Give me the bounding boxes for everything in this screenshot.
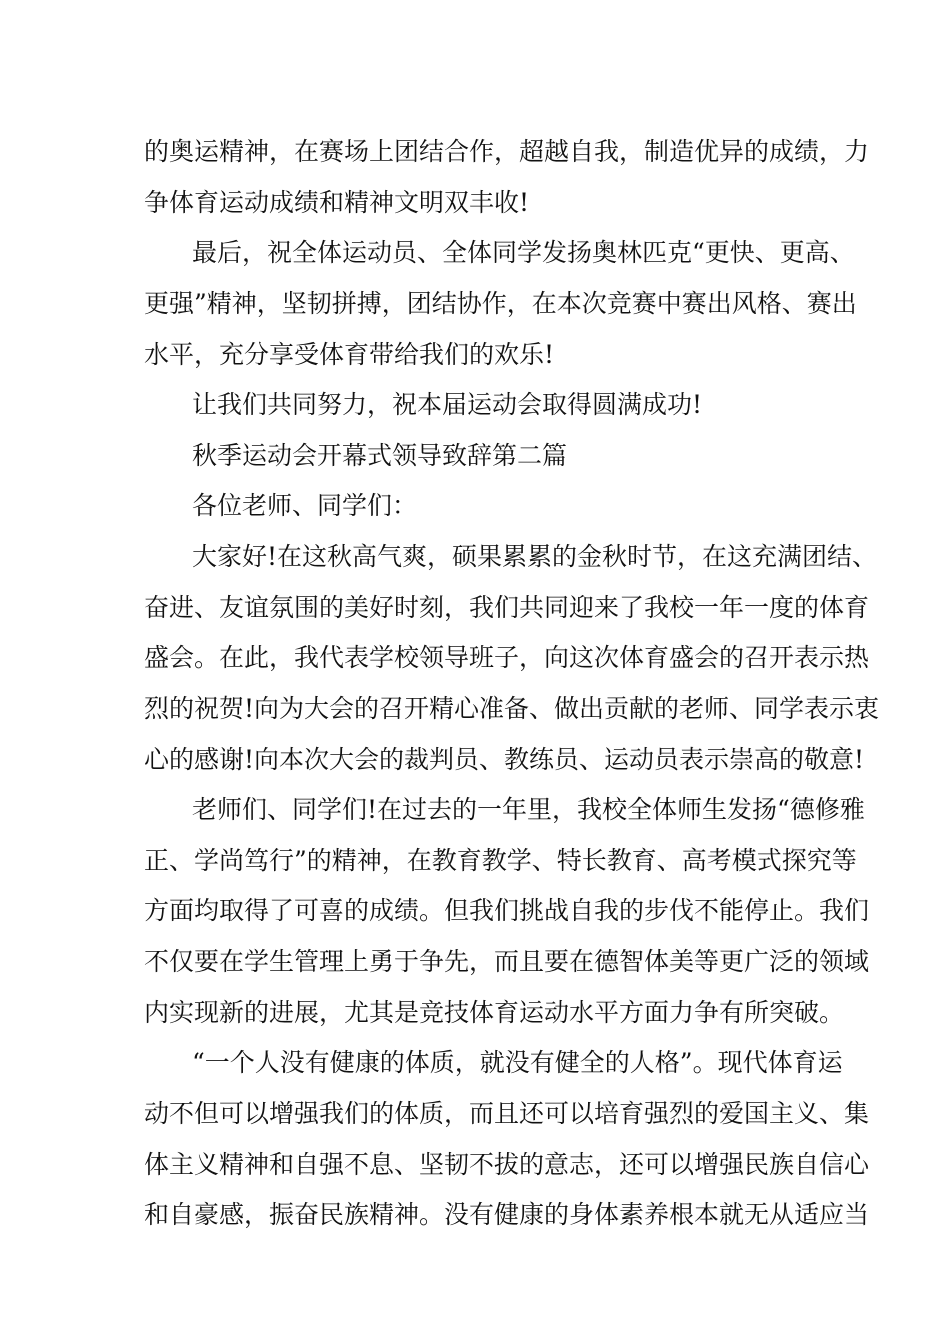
salutation: 各位老师、同学们：	[192, 491, 418, 520]
text-line: 体主义精神和自强不息、坚韧不拔的意志，还可以增强民族自信心	[144, 1150, 870, 1179]
text-line: “一个人没有健康的体质，就没有健全的人格”。现代体育运	[192, 1048, 843, 1077]
text-line: 最后，祝全体运动员、全体同学发扬奥林匹克“更快、更高、	[192, 238, 855, 267]
text-line: 不仅要在学生管理上勇于争先，而且要在德智体美等更广泛的领域	[144, 947, 870, 976]
text-line: 的奥运精神，在赛场上团结合作，超越自我，制造优异的成绩，力	[144, 137, 870, 166]
text-line: 动不但可以增强我们的体质，而且还可以培育强烈的爱国主义、集	[144, 1099, 870, 1128]
text-line: 盛会。在此，我代表学校领导班子，向这次体育盛会的召开表示热	[144, 643, 870, 672]
text-line: 正、学尚笃行”的精神，在教育教学、特长教育、高考模式探究等	[144, 846, 857, 875]
text-line: 方面均取得了可喜的成绩。但我们挑战自我的步伐不能停止。我们	[144, 896, 870, 925]
text-line: 大家好!在这秋高气爽，硕果累累的金秋时节，在这充满团结、	[192, 542, 878, 571]
text-line: 让我们共同努力，祝本届运动会取得圆满成功!	[192, 390, 703, 419]
text-line: 更强”精神，坚韧拼搏，团结协作，在本次竞赛中赛出风格、赛出	[144, 289, 857, 318]
text-line: 奋进、友谊氛围的美好时刻，我们共同迎来了我校一年一度的体育	[144, 593, 870, 622]
text-line: 烈的祝贺!向为大会的召开精心准备、做出贡献的老师、同学表示衷	[144, 694, 880, 723]
text-line: 争体育运动成绩和精神文明双丰收!	[144, 188, 530, 217]
text-line: 心的感谢!向本次大会的裁判员、教练员、运动员表示崇高的敬意!	[144, 745, 865, 774]
text-line: 内实现新的进展，尤其是竞技体育运动水平方面力争有所突破。	[144, 998, 845, 1027]
text-line: 老师们、同学们!在过去的一年里，我校全体师生发扬“德修雅	[192, 795, 865, 824]
text-line: 和自豪感，振奋民族精神。没有健康的身体素养根本就无从适应当	[144, 1200, 870, 1229]
text-line: 水平，充分享受体育带给我们的欢乐!	[144, 340, 555, 369]
section-heading: 秋季运动会开幕式领导致辞第二篇	[192, 441, 568, 470]
